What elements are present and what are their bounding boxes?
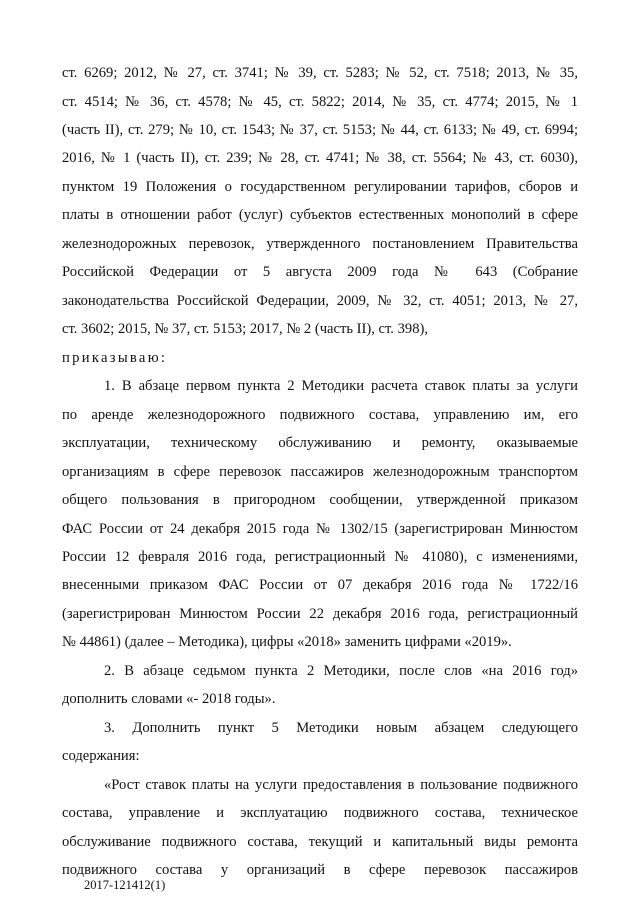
text-line: ФАС России от 24 декабря 2015 года № 1302/15 (зарегистрирован Минюстом [62,521,578,537]
text-line: содержания: [62,748,140,764]
text-line: законодательства Российской Федерации, 2009, № 32, ст. 4051; 2013, № 27, [62,293,578,309]
text-line: общего пользования в пригородном сообщении, утвержденной приказом [62,492,578,508]
order-word: приказываю: [62,350,168,366]
text-line: внесенными приказом ФАС России от 07 декабря 2016 года № 1722/16 [62,577,578,593]
text-line: ст. 6269; 2012, № 27, ст. 3741; № 39, ст. 5283; № 52, ст. 7518; 2013, № 35, [62,65,578,81]
clause-3-first-line: 3. Дополнить пункт 5 Методики новым абзацем следующего [104,720,578,736]
text-line: Российской Федерации от 5 августа 2009 года № 643 (Собрание [62,264,578,280]
text-line: пунктом 19 Положения о государственном регулировании тарифов, сборов и [62,179,578,195]
text-line: России 12 февраля 2016 года, регистрационный № 41080), с изменениями, [62,549,578,565]
text-line: (часть II), ст. 279; № 10, ст. 1543; № 37, ст. 5153; № 44, ст. 6133; № 49, ст. 6994; [62,122,578,138]
text-line: состава, управление и эксплуатацию подвижного состава, техническое [62,805,578,821]
document-code-footer: 2017-121412(1) [84,878,166,892]
text-line: организациям в сфере перевозок пассажиров железнодорожным транспортом [62,464,578,480]
clause-2-first-line: 2. В абзаце седьмом пункта 2 Методики, после слов «на 2016 год» [104,663,578,679]
text-line: ст. 3602; 2015, № 37, ст. 5153; 2017, № 2 (часть II), ст. 398), [62,321,429,337]
text-line: эксплуатации, техническому обслуживанию и ремонту, оказываемые [62,435,578,451]
clause-1-first-line: 1. В абзаце первом пункта 2 Методики расчета ставок платы за услуги [104,378,578,394]
text-line: ст. 4514; № 36, ст. 4578; № 45, ст. 5822; 2014, № 35, ст. 4774; 2015, № 1 [62,94,578,110]
text-line: платы в отношении работ (услуг) субъектов естественных монополий в сфере [62,207,578,223]
text-line: обслуживание подвижного состава, текущий и капитальный виды ремонта [62,834,578,850]
text-line: подвижного состава у организаций в сфере перевозок пассажиров [62,862,578,878]
text-line: 2016, № 1 (часть II), ст. 239; № 28, ст. 4741; № 38, ст. 5564; № 43, ст. 6030), [62,150,578,166]
text-line: железнодорожных перевозок, утвержденного постановлением Правительства [62,236,578,252]
text-line: (зарегистрирован Минюстом России 22 декабря 2016 года, регистрационный [62,606,578,622]
quote-first-line: «Рост ставок платы на услуги предоставления в пользование подвижного [104,777,578,793]
text-line: дополнить словами «- 2018 годы». [62,691,276,707]
text-line: № 44861) (далее – Методика), цифры «2018» заменить цифрами «2019». [62,634,512,650]
text-line: по аренде железнодорожного подвижного состава, управлению им, его [62,407,578,423]
